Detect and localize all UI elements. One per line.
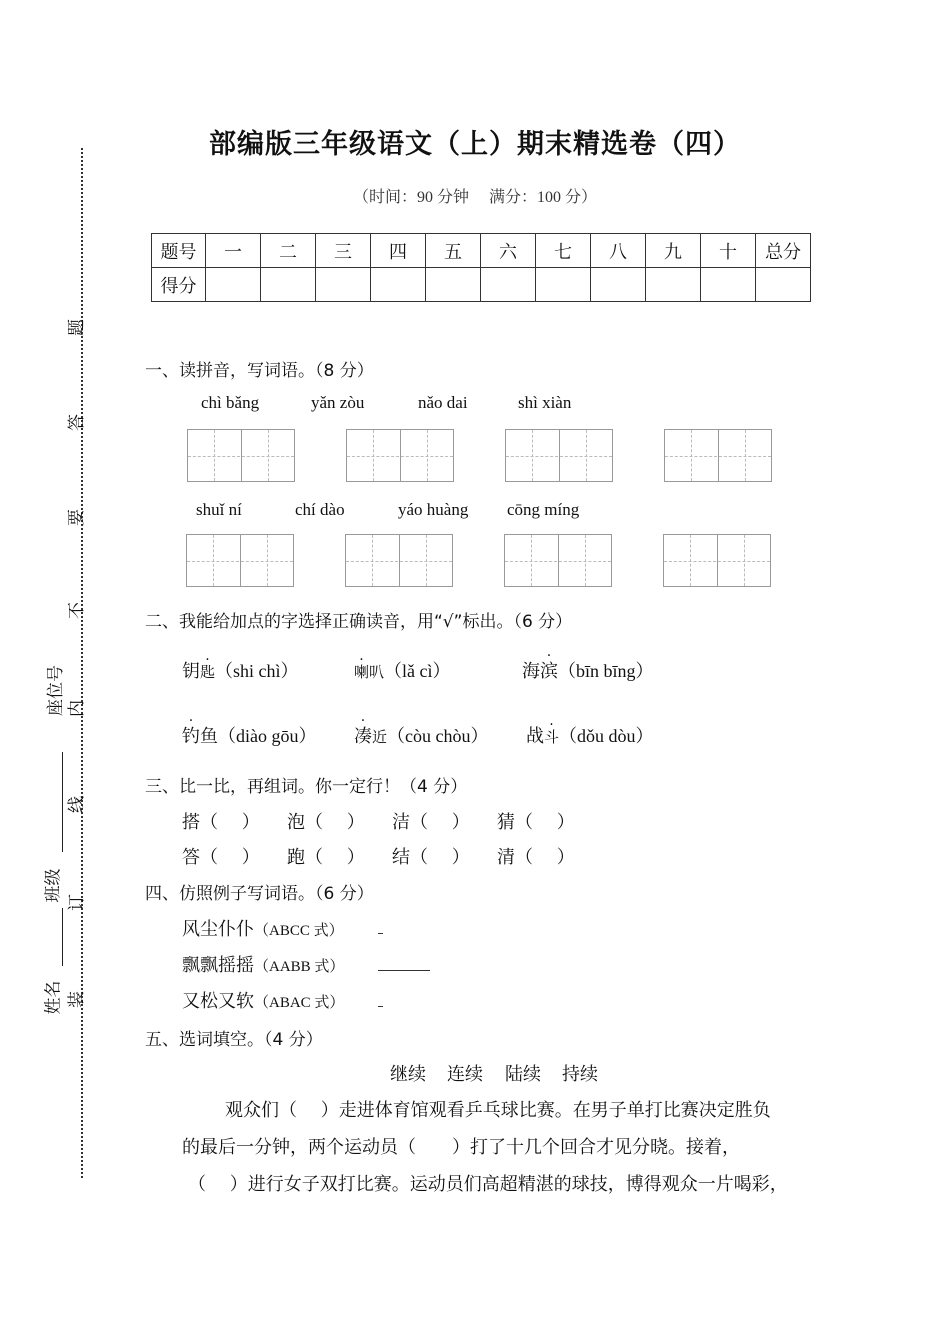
column-header: 九	[646, 234, 701, 268]
pinyin-label: shuǐ ní	[196, 500, 242, 519]
column-header: 三	[316, 234, 371, 268]
column-header: 四	[371, 234, 426, 268]
compare-item[interactable]: 答（ ）	[182, 847, 260, 868]
writing-grid[interactable]	[187, 429, 295, 482]
column-header: 二	[261, 234, 316, 268]
section-5-heading: 五、选词填空。（4 分）	[145, 1030, 323, 1050]
word-part: 近	[372, 728, 388, 746]
compare-item[interactable]: 猜（ ）	[497, 812, 575, 833]
pinyin-label: yǎn zòu	[311, 393, 365, 412]
compare-item[interactable]: 结（ ）	[392, 847, 470, 868]
pinyin-label: chì bǎng	[201, 393, 260, 412]
passage-line: （ ）进行女子双打比赛。运动员们高超精湛的球技，博得观众一片喝彩，	[188, 1174, 788, 1195]
dotted-character: 钓	[182, 726, 200, 747]
pronunciation-item	[354, 722, 489, 748]
compare-item[interactable]: 清（ ）	[497, 847, 575, 868]
score-cell[interactable]	[426, 268, 481, 302]
margin-label: 不	[67, 602, 87, 619]
pinyin-options[interactable]: （lǎ cì）	[384, 661, 451, 681]
writing-grid[interactable]	[345, 534, 453, 587]
column-header: 十	[701, 234, 756, 268]
pinyin-label: nǎo dai	[418, 393, 468, 412]
section-2-heading: 二、我能给加点的字选择正确读音，用“√”标出。（6 分）	[145, 612, 573, 632]
margin-label: 题	[67, 319, 87, 336]
pinyin-label: cōng míng	[507, 500, 580, 519]
seat-number-underline	[62, 752, 63, 852]
passage-line: 的最后一分钟，两个运动员（ ）打了十几个回合才见分晓。接着，	[182, 1137, 740, 1158]
compare-item[interactable]: 泡（ ）	[287, 812, 365, 833]
imitation-item	[182, 915, 344, 941]
word-part: 钥	[182, 661, 200, 682]
score-table-header-row	[152, 234, 811, 268]
row-label: 题号	[152, 234, 206, 268]
score-cell[interactable]	[316, 268, 371, 302]
word-pattern: （AABB 式）	[254, 959, 345, 975]
section-1-heading: 一、读拼音，写词语。（8 分）	[145, 361, 374, 381]
word-part: 战	[526, 726, 544, 747]
seat-number-label: 座位号	[46, 665, 66, 716]
column-header: 五	[426, 234, 481, 268]
score-cell[interactable]	[261, 268, 316, 302]
word-part: 海	[522, 661, 540, 682]
pronunciation-item	[522, 657, 654, 683]
column-header: 总分	[756, 234, 811, 268]
compare-item[interactable]: 搭（ ）	[182, 812, 260, 833]
binding-dotted-line	[81, 148, 83, 1178]
imitation-item	[182, 987, 344, 1013]
word-choice: 连续	[447, 1064, 483, 1085]
score-cell[interactable]	[206, 268, 261, 302]
class-underline	[62, 908, 63, 966]
score-table-score-row	[152, 268, 811, 302]
score-cell[interactable]	[481, 268, 536, 302]
dotted-character: 匙	[200, 663, 216, 681]
word-choice: 持续	[562, 1064, 598, 1085]
compare-item[interactable]: 洁（ ）	[392, 812, 470, 833]
exam-title: 部编版三年级语文（上）期末精选卷（四）	[209, 129, 741, 160]
section-3-heading: 三、比一比，再组词。你一定行！（4 分）	[145, 777, 468, 797]
dotted-character: 喇	[354, 663, 370, 681]
pronunciation-item	[182, 657, 299, 683]
pinyin-label: yáo huàng	[398, 500, 469, 519]
passage-line: 观众们（ ）走进体育馆观看乒乓球比赛。在男子单打比赛决定胜负	[225, 1100, 771, 1121]
dotted-character: 凑	[354, 726, 372, 747]
exam-subtitle: （时间：90 分钟 满分：100 分）	[352, 189, 597, 206]
pinyin-options[interactable]: （còu chòu）	[387, 726, 489, 746]
pronunciation-item	[526, 722, 654, 748]
word-part: 鱼	[200, 726, 218, 747]
pinyin-options[interactable]: （diào gōu）	[218, 726, 317, 746]
word-pattern: （ABAC 式）	[254, 995, 345, 1011]
pinyin-label: chí dào	[295, 500, 345, 519]
score-cell[interactable]	[646, 268, 701, 302]
word-choice: 陆续	[505, 1064, 541, 1085]
word-choice: 继续	[390, 1064, 426, 1085]
pinyin-options[interactable]: （shi chì）	[215, 661, 299, 681]
score-table	[151, 233, 811, 302]
section-4-heading: 四、仿照例子写词语。（6 分）	[145, 884, 374, 904]
answer-line[interactable]	[378, 1006, 383, 1007]
imitation-item	[182, 951, 344, 977]
row-label: 得分	[152, 268, 206, 302]
writing-grid[interactable]	[504, 534, 612, 587]
dotted-character: 斗	[544, 728, 560, 746]
score-cell[interactable]	[701, 268, 756, 302]
compare-item[interactable]: 跑（ ）	[287, 847, 365, 868]
pinyin-options[interactable]: （bīn bīng）	[558, 661, 654, 681]
score-cell[interactable]	[371, 268, 426, 302]
name-label: 姓名	[43, 980, 64, 1015]
score-cell[interactable]	[591, 268, 646, 302]
score-cell[interactable]	[756, 268, 811, 302]
margin-label: 线	[67, 796, 87, 813]
pronunciation-item	[182, 722, 317, 748]
answer-line[interactable]	[378, 970, 430, 971]
writing-grid[interactable]	[346, 429, 454, 482]
score-cell[interactable]	[536, 268, 591, 302]
column-header: 一	[206, 234, 261, 268]
example-word: 又松又软	[182, 991, 254, 1012]
column-header: 八	[591, 234, 646, 268]
column-header: 七	[536, 234, 591, 268]
answer-line[interactable]	[378, 933, 383, 934]
margin-label: 答	[67, 414, 87, 431]
margin-label: 内	[67, 700, 87, 717]
margin-label: 订	[67, 894, 87, 911]
example-word: 风尘仆仆	[182, 919, 254, 940]
margin-label: 要	[67, 509, 87, 526]
writing-grid[interactable]	[186, 534, 294, 587]
word-pattern: （ABCC 式）	[254, 923, 344, 939]
writing-grid[interactable]	[505, 429, 613, 482]
pronunciation-item	[354, 657, 451, 683]
margin-label: 装	[67, 991, 87, 1008]
example-word: 飘飘摇摇	[182, 955, 254, 976]
pinyin-options[interactable]: （dǒu dòu）	[559, 726, 654, 746]
dotted-character: 滨	[540, 661, 558, 682]
writing-grid[interactable]	[664, 429, 772, 482]
word-part: 叭	[369, 663, 385, 681]
writing-grid[interactable]	[663, 534, 771, 587]
column-header: 六	[481, 234, 536, 268]
pinyin-label: shì xiàn	[518, 393, 572, 412]
class-label: 班级	[43, 868, 64, 903]
